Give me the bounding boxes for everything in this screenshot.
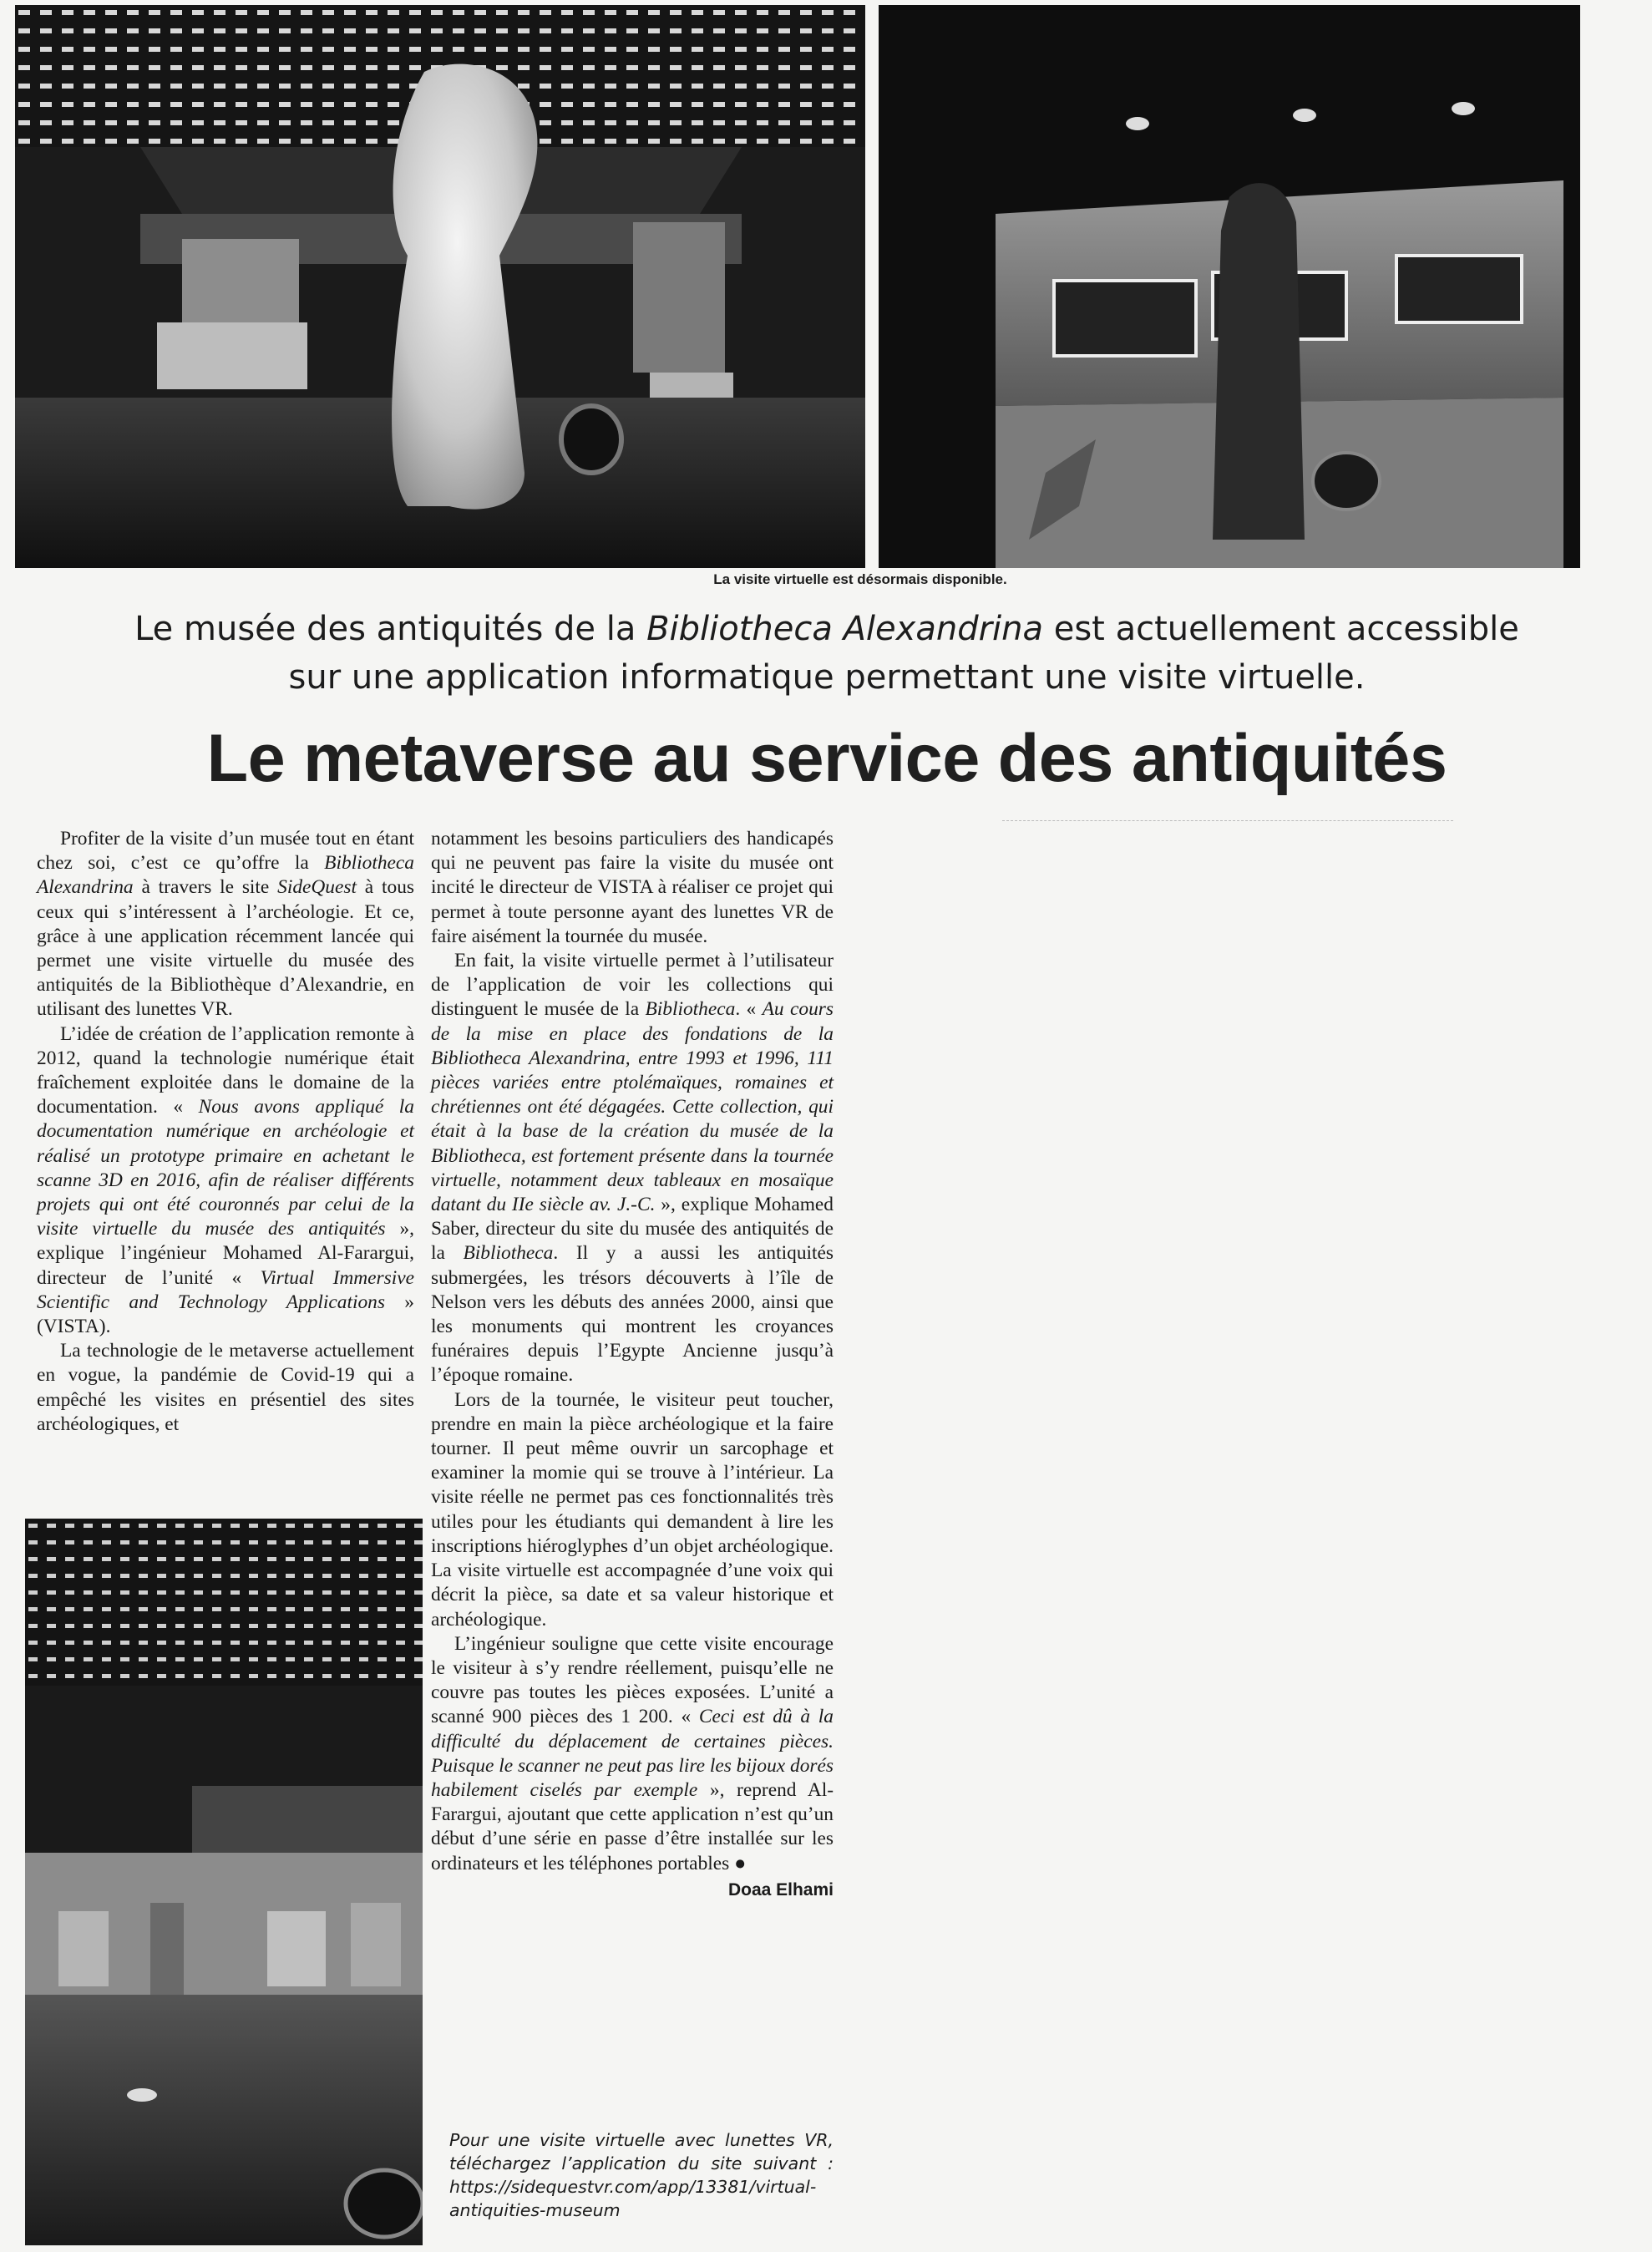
headline-rule xyxy=(1002,820,1453,821)
photo-coffin-image xyxy=(879,5,1580,568)
col2-paragraph-3: Lors de la tournée, le visiteur peut toucher, prendre en main la pièce archéologique et la faire tourner. Il peut même ouvrir un sarcophage et examiner la momie qui se trouve à l’intérieur. La visite réelle ne permet pas ces fonctionnalités très utiles pour les étudiants qui demandent à lire les inscriptions hiéroglyphes d’un objet archéologique. La visite virtuelle est accompagnée d’une voix qui décrit la pièce, sa date et sa valeur historique et archéologique. xyxy=(431,1388,834,1631)
article-column-2 xyxy=(431,827,834,1902)
photo-gallery-coffin xyxy=(879,5,1580,568)
col2-paragraph-4: L’ingénieur souligne que cette visite encourage le visiteur à s’y rendre réellement, puisqu’elle ne couvre pas toutes les pièces exposées. L’unité a scanné 900 pièces des 1 200. « Ceci est dû à la difficulté du déplacement de certaines pièces. Puisque le scanner ne peut pas lire les bijoux dorés habilement ciselés par exemple », reprend Al-Farargui, ajoutant que cette application n’est qu’un début d’une série en passe d’être installée sur les ordinateurs et les téléphones portables ● xyxy=(431,1632,834,1874)
photo-museum-hall-hand xyxy=(15,5,865,568)
photo-exhibition-image xyxy=(25,1519,423,2245)
col2-paragraph-1: notamment les besoins particuliers des handicapés qui ne peuvent pas faire la visite du musée ont incité le directeur de VISTA à réaliser ce projet qui permet à toute personne ayant des lunettes VR de faire aisément la tournée du musée. xyxy=(431,828,834,947)
col1-paragraph-2: L’idée de création de l’application remonte à 2012, quand la technologie numérique était fraîchement exploitée dans le domaine de la documentation. « Nous avons appliqué la documentation numérique en archéologie et réalisé un prototype primaire en achetant le scanne 3D en 2016, afin de réaliser différents projets qui ont été couronnés par celui de la visite virtuelle du musée des antiquités », explique l’ingénieur Mohamed Al-Farargui, directeur de l’unité « Virtual Immersive Scientific and Technology Applications » (VISTA). xyxy=(37,1022,415,1338)
subtitle-line1-em: Bibliotheca Alexandrina xyxy=(646,610,1044,648)
photo-exhibition-hall xyxy=(25,1519,423,2245)
article-subtitle xyxy=(84,605,1570,702)
author-signature: Doaa Elhami xyxy=(727,1879,834,1899)
vr-download-info: Pour une visite virtuelle avec lunettes VR, téléchargez l’application du site suivant : https://sidequestvr.com/app/13381/virtual-antiquities-museum xyxy=(449,2130,834,2220)
col1-paragraph-3: La technologie de le metaverse actuellement en vogue, la pandémie de Covid-19 qui a empêché les visites en présentiel des sites archéologiques, et xyxy=(37,1340,414,1435)
photo-caption: La visite virtuelle est désormais disponible. xyxy=(713,571,1007,587)
subtitle-line1-b: est actuellement accessible xyxy=(1043,610,1519,648)
col1-paragraph-1: Profiter de la visite d’un musée tout en étant chez soi, c’est ce qu’offre la Bibliotheca Alexandrina à travers le site SideQuest à tous ceux qui s’intéressent à l’archéologie. Et ce, grâce à une application récemment lancée qui permet une visite virtuelle du musée des antiquités de la Bibliothèque d’Alexandrie, en utilisant des lunettes VR. xyxy=(37,828,415,1021)
article-headline: Le metaverse au service des antiquités xyxy=(206,721,1447,796)
subtitle-line2: sur une application informatique permettant une visite virtuelle. xyxy=(288,658,1366,697)
article-column-1 xyxy=(37,827,414,1437)
col2-paragraph-2: En fait, la visite virtuelle permet à l’utilisateur de l’application de voir les collections qui distinguent le musée de la Bibliotheca. « Au cours de la mise en place des fondations de la Bibliotheca Alexandrina, entre 1993 et 1996, 111 pièces variées entre ptolémaïques, romaines et chrétiennes ont été dégagées. Cette collection, qui était à la base de la création du musée de la Bibliotheca, est fortement présente dans la tournée virtuelle, notamment deux tableaux en mosaïque datant du IIe siècle av. J.-C. », explique Mohamed Saber, directeur du site du musée des antiquités de la Bibliotheca. Il y a aussi les antiquités submergées, les trésors découverts à l’île de Nelson vers les débuts des années 2000, ainsi que les monuments qui montrent les croyances funéraires depuis l’Egypte Ancienne jusqu’à l’époque romaine. xyxy=(431,950,834,1387)
subtitle-line1-a: Le musée des antiquités de la xyxy=(134,610,647,648)
photo-hand-sculpture-image xyxy=(15,5,865,568)
